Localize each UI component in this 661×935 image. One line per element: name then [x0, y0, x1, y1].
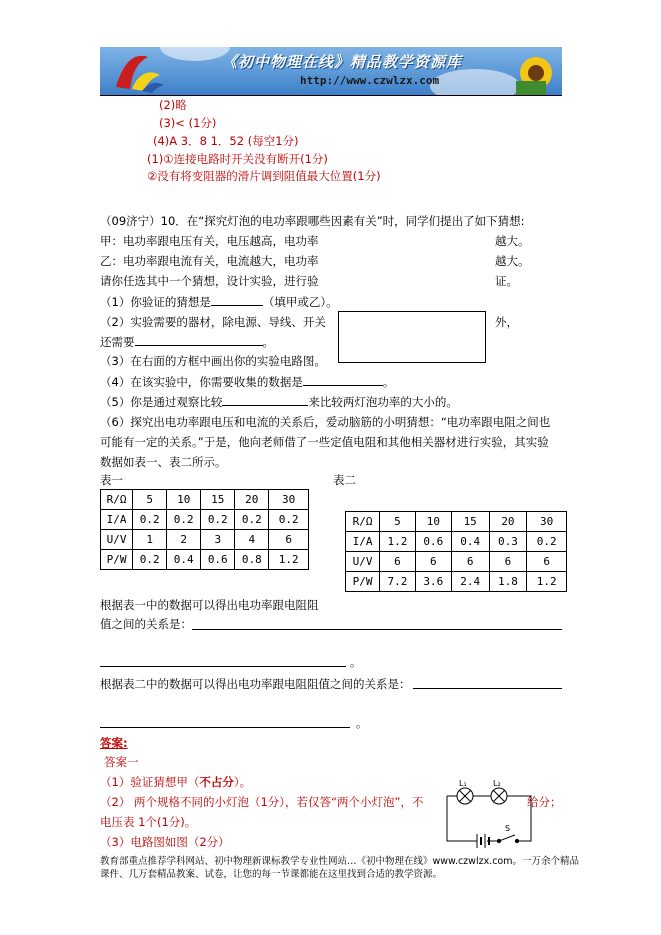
prev-answer-line: (2)略: [159, 98, 187, 112]
q3: （3）在右面的方框中画出你的实验电路图。: [100, 354, 326, 368]
q2-text: 还需要: [100, 335, 135, 349]
table-cell: 3: [201, 530, 235, 550]
header-rule: [100, 95, 562, 96]
table-row-header: U/V: [346, 552, 380, 572]
table2-label: 表二: [333, 473, 356, 487]
cloud-decoration: [160, 47, 230, 61]
table-cell: 30: [269, 490, 309, 510]
switch-icon: [497, 835, 518, 843]
table-cell: 4: [235, 530, 269, 550]
table-row: [346, 572, 567, 592]
q6-line3: 数据如表一、表二所示。: [100, 455, 227, 469]
table-cell: 5: [133, 490, 167, 510]
analysis-t1-end: 。: [350, 655, 362, 669]
choose-text-end: 证。: [495, 274, 518, 288]
prev-answer-line: (4)A 3．8 1．52 (每空1分): [153, 134, 299, 148]
q5: [100, 393, 458, 410]
table-cell: 6: [489, 552, 527, 572]
sunflower-icon: [502, 47, 562, 95]
q2-blank[interactable]: [135, 333, 263, 346]
guess-yi: 乙：电功率跟电流有关，电流越大，电功率: [100, 254, 319, 268]
q4: [100, 373, 394, 390]
answer-2-line2: 电压表 1个(1分)。: [100, 815, 197, 829]
table-row-header: U/V: [101, 530, 133, 550]
table-row: [101, 490, 309, 510]
table-cell: 7.2: [380, 572, 416, 592]
table-cell: 1.8: [489, 572, 527, 592]
analysis-t2-end: 。: [356, 716, 368, 730]
table-row-header: R/Ω: [346, 512, 380, 532]
table-row-header: I/A: [346, 532, 380, 552]
table-cell: 0.2: [133, 510, 167, 530]
answer-sub: 答案一: [104, 755, 139, 769]
table-cell: 0.2: [167, 510, 201, 530]
q1: [100, 293, 338, 310]
table-row: [101, 550, 309, 570]
prev-answer-line: (3)< (1分): [159, 116, 217, 130]
table-one: [100, 489, 309, 570]
table-cell: 0.3: [489, 532, 527, 552]
table-row-header: R/Ω: [101, 490, 133, 510]
q2-line2: [100, 333, 274, 350]
answer-2: （2） 两个规格不同的小灯泡（1分），若仅答“两个小灯泡”，不: [100, 795, 424, 809]
table-row: [101, 510, 309, 530]
answer-1-end: ）。: [233, 775, 252, 789]
q6-line1: （6）探究出电功率跟电压和电流的关系后，爱动脑筋的小明猜想：“电功率跟电阻之间也: [100, 415, 551, 429]
switch-label: S: [505, 824, 511, 833]
table-cell: 1.2: [269, 550, 309, 570]
q1-text: （1）你验证的猜想是: [100, 295, 211, 309]
table-cell: 30: [527, 512, 567, 532]
table-cell: 2.4: [451, 572, 489, 592]
banner-title: 《初中物理在线》精品教学资源库: [222, 53, 463, 71]
table-row-header: P/W: [346, 572, 380, 592]
table-row-header: P/W: [101, 550, 133, 570]
table-cell: 0.8: [235, 550, 269, 570]
table-row: [346, 512, 567, 532]
table-row: [101, 530, 309, 550]
answer-3: （3）电路图如图（2分）: [100, 835, 230, 849]
lamp-l2-label: L₂: [493, 779, 501, 788]
header-banner: [100, 47, 562, 95]
q4-text: （4）在该实验中，你需要收集的数据是: [100, 375, 303, 389]
analysis-t1-blank[interactable]: [192, 629, 562, 630]
analysis-t2-blank-2[interactable]: [100, 727, 350, 728]
q2-period: 。: [262, 335, 274, 349]
table-cell: 20: [235, 490, 269, 510]
banner-url: http://www.czwlzx.com: [300, 74, 440, 87]
prev-answer-line: ②没有将变阻器的滑片调到阻值最大位置(1分): [147, 169, 381, 183]
logo-icon: [106, 47, 168, 95]
q2: （2）实验需要的器材，除电源、导线、开关: [100, 315, 326, 329]
table-cell: 15: [201, 490, 235, 510]
lamp-l1-label: L₁: [459, 779, 467, 788]
guess-yi-end: 越大。: [495, 254, 530, 268]
q4-blank[interactable]: [303, 373, 383, 386]
table-cell: 15: [451, 512, 489, 532]
analysis-t1-line1: 根据表一中的数据可以得出电功率跟电阻阻: [100, 598, 319, 612]
table-cell: 0.2: [527, 532, 567, 552]
table-cell: 0.6: [201, 550, 235, 570]
table-cell: 0.2: [201, 510, 235, 530]
answer-1-text: （1）验证猜想甲（: [100, 775, 200, 789]
table-cell: 10: [415, 512, 451, 532]
table-cell: 6: [380, 552, 416, 572]
table-cell: 0.6: [415, 532, 451, 552]
prev-answer-line: (1)①连接电路时开关没有断开(1分): [147, 152, 328, 166]
q5-text: （5）你是通过观察比较: [100, 395, 223, 409]
guess-jia: 甲：电功率跟电压有关，电压越高，电功率: [100, 234, 319, 248]
answer-2-end: 给分；: [527, 795, 562, 809]
q4-period: 。: [382, 375, 395, 389]
table-cell: 0.2: [133, 550, 167, 570]
circuit-diagram: [437, 779, 549, 849]
table-cell: 0.4: [167, 550, 201, 570]
table-cell: 5: [380, 512, 416, 532]
table-cell: 6: [415, 552, 451, 572]
table-cell: 1.2: [380, 532, 416, 552]
q2-end: 外，: [495, 315, 518, 329]
table1-label: 表一: [100, 473, 123, 487]
table-two: [345, 511, 567, 592]
table-row: [346, 552, 567, 572]
analysis-t2: 根据表二中的数据可以得出电功率跟电阻阻值之间的关系是：: [100, 677, 411, 691]
analysis-t2-blank[interactable]: [413, 688, 562, 689]
answer-1-bold: 不占分: [199, 775, 234, 789]
table-row: [346, 532, 567, 552]
analysis-t1-blank-2[interactable]: [100, 666, 346, 667]
q6-line2: 可能有一定的关系。”于是，他向老师借了一些定值电阻和其他相关器材进行实验，其实验: [100, 435, 549, 449]
table-cell: 2: [167, 530, 201, 550]
q1-hint: （填甲或乙）。: [262, 295, 338, 309]
answer-heading: 答案:: [100, 736, 128, 750]
circuit-drawing-box[interactable]: [338, 311, 486, 363]
table-cell: 6: [269, 530, 309, 550]
q5-tail: 来比较两灯泡功率的大小的。: [308, 395, 458, 409]
q1-blank[interactable]: [211, 293, 263, 306]
table-row-header: I/A: [101, 510, 133, 530]
footer-text: 教育部重点推荐学科网站、初中物理新课标教学专业性网站…《初中物理在线》www.czwlzx.com。一万余个精品课件、几万套精品教案、试卷，让您的每一节课都能在这里找到合适的教学资源。: [100, 856, 579, 880]
question-intro: （09济宁）10．在“探究灯泡的电功率跟哪些因素有关”时，同学们提出了如下猜想:: [100, 214, 525, 228]
table-cell: 1: [133, 530, 167, 550]
answer-1: [100, 774, 251, 790]
table-cell: 0.4: [451, 532, 489, 552]
table-cell: 3.6: [415, 572, 451, 592]
q5-blank[interactable]: [222, 393, 308, 406]
table-cell: 0.2: [269, 510, 309, 530]
table-cell: 0.2: [235, 510, 269, 530]
table-cell: 1.2: [527, 572, 567, 592]
table-cell: 10: [167, 490, 201, 510]
choose-text: 请你任选其中一个猜想，设计实验，进行验: [100, 274, 319, 288]
analysis-t1-line2: 值之间的关系是：: [100, 617, 192, 631]
guess-jia-end: 越大。: [495, 234, 530, 248]
table-cell: 6: [527, 552, 567, 572]
table-cell: 20: [489, 512, 527, 532]
table-cell: 6: [451, 552, 489, 572]
